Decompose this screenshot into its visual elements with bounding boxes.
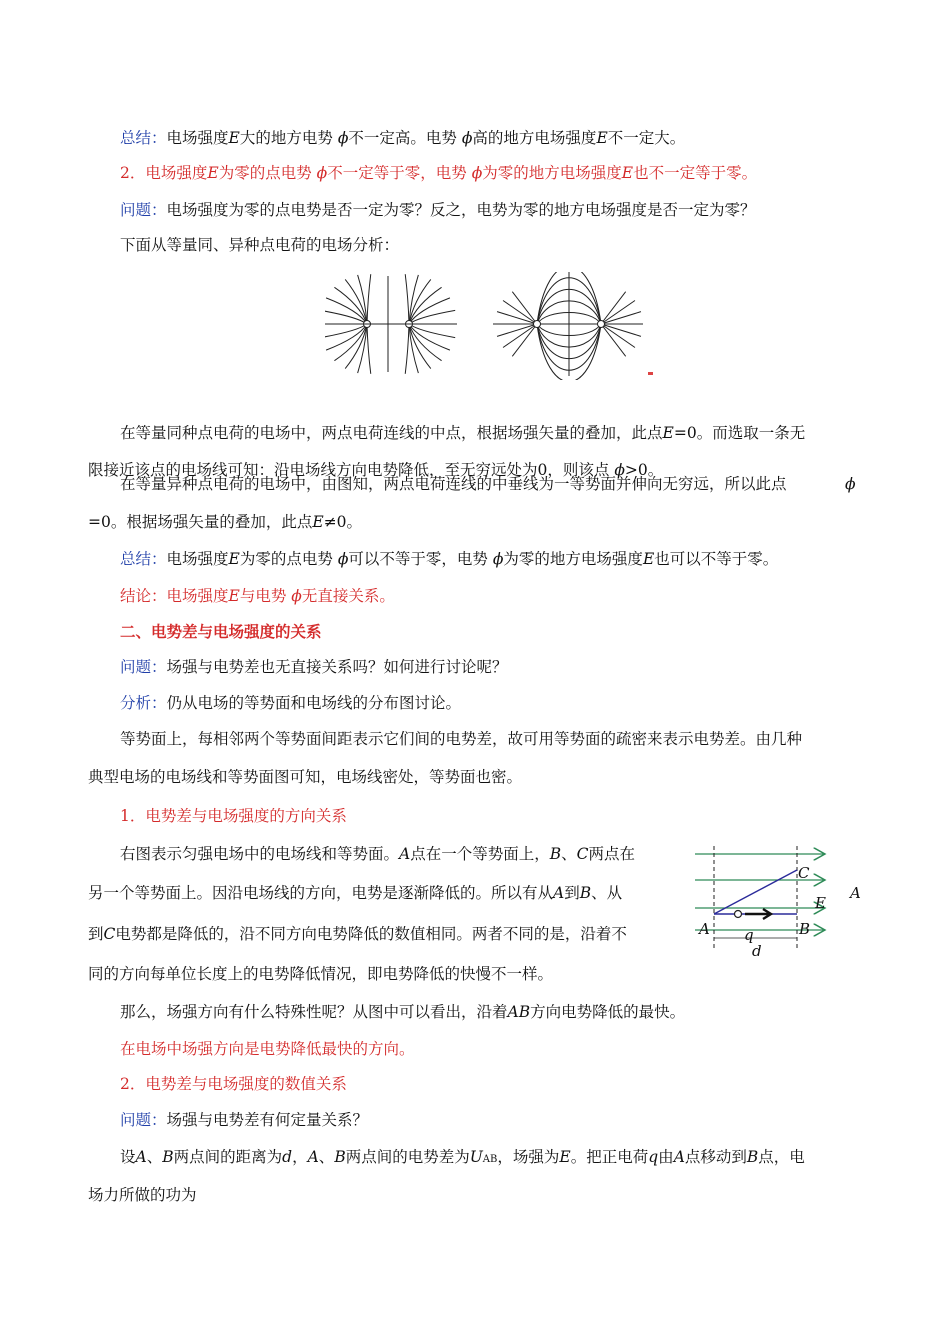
- unlike-outer-line: [512, 292, 537, 324]
- mark-dot: [648, 372, 653, 375]
- point-2: 2．电场强度E为零的点电势 ϕ不一定等于零，电势 ϕ为零的地方电场强度E也不一定等于零。: [120, 164, 758, 182]
- like-field-line: [326, 324, 367, 350]
- unlike-outer-line: [601, 312, 641, 324]
- point-charge: [598, 321, 605, 328]
- label-b: B: [799, 920, 811, 938]
- unlike-outer-line: [601, 300, 635, 324]
- label-d: d: [752, 942, 762, 960]
- like-charges-diagram: [325, 274, 457, 374]
- paragraph-equipotential-2: 典型电场的电场线和等势面图可知，电场线密处，等势面也密。: [88, 768, 523, 786]
- section-heading: 二、电势差与电场强度的关系: [120, 622, 322, 641]
- unlike-outer-line: [512, 324, 537, 356]
- intro-line: 下面从等量同、异种点电荷的电场分析：: [120, 236, 400, 254]
- unlike-outer-line: [497, 312, 537, 324]
- like-field-line: [367, 324, 371, 374]
- label-e: E: [815, 894, 826, 912]
- p2-line2: =0。根据场强矢量的叠加，此点E≠0。: [88, 513, 363, 531]
- paragraph-like-2: 限接近该点的电场线可知：沿电场线方向电势降低，至无穷远处为0，则该点 ϕ>0。: [88, 461, 664, 479]
- p4-line3: 到C电势都是降低的，沿不同方向电势降低的数值相同。两者不同的是，沿着不: [88, 925, 627, 943]
- p4-line2: 另一个等势面上。因沿电场线的方向，电势是逐渐降低的。所以有从A到B、从: [88, 884, 623, 902]
- like-field-line: [409, 298, 450, 324]
- unlike-outer-line: [601, 324, 641, 336]
- unlike-outer-line: [497, 324, 537, 336]
- p2-line1: 在等量异种点电荷的电场中，由图知，两点电荷连线的中垂线为一等势面并伸向无穷远，所以此点: [120, 475, 787, 493]
- subheading-value: 2．电势差与电场强度的数值关系: [120, 1075, 347, 1093]
- summary-label-2: 总结：: [120, 550, 167, 568]
- like-field-line: [405, 324, 409, 374]
- question-1: 问题：电场强度为零的点电势是否一定为零？反之，电势为零的地方电场强度是否一定为零？: [120, 201, 756, 219]
- unlike-outer-line: [601, 324, 626, 356]
- summary-label: 总结：: [120, 129, 167, 147]
- label-a: A: [699, 920, 710, 938]
- unlike-outer-line: [503, 300, 537, 324]
- p5: 那么，场强方向有什么特殊性呢？从图中可以看出，沿着AB方向电势降低的最快。: [120, 1003, 686, 1021]
- like-field-line: [409, 324, 450, 350]
- side-label-a: A: [850, 884, 861, 902]
- uniform-field-figure: [690, 838, 870, 963]
- unlike-charges-diagram: [493, 272, 643, 380]
- like-field-line: [405, 274, 409, 324]
- subheading-direction: 1．电势差与电场强度的方向关系: [120, 807, 347, 825]
- p4-line1: 右图表示匀强电场中的电场线和等势面。A点在一个等势面上，B、C两点在: [120, 845, 636, 863]
- question-label: 问题：: [120, 201, 167, 219]
- summary-1: 总结：电场强度E大的地方电势 ϕ不一定高。电势 ϕ高的地方电场强度E不一定大。: [120, 129, 686, 147]
- like-field-line: [367, 274, 371, 324]
- paragraph-equipotential-1: 等势面上，每相邻两个等势面间距表示它们间的电势差，故可用等势面的疏密来表示电势差。由几种: [120, 730, 803, 748]
- charge-q: [735, 911, 742, 918]
- p6-line2: 场力所做的功为: [88, 1186, 197, 1204]
- p6-line1: 设A、B两点间的距离为d，A、B两点间的电势差为UAB，场强为E。把正电荷q由A点移动到B点，电: [120, 1148, 805, 1166]
- unlike-outer-line: [601, 292, 626, 324]
- question-3: 问题：场强与电势差有何定量关系？: [120, 1111, 369, 1129]
- summary-2: 总结：电场强度E为零的点电势 ϕ可以不等于零，电势 ϕ为零的地方电场强度E也可以不等于零。: [120, 550, 779, 568]
- question-2: 问题：场强与电势差也无直接关系吗？如何进行讨论呢？: [120, 658, 508, 676]
- conclusion: 结论：电场强度E与电势 ϕ无直接关系。: [120, 587, 395, 605]
- like-field-line: [326, 298, 367, 324]
- unlike-outer-line: [503, 324, 537, 348]
- label-c: C: [798, 864, 810, 882]
- unlike-outer-line: [601, 324, 635, 348]
- label-q: q: [744, 926, 754, 944]
- like-field-line: [409, 324, 455, 338]
- p4-line4: 同的方向每单位长度上的电势降低情况，即电势降低的快慢不一样。: [88, 965, 554, 983]
- key-statement: 在电场中场强方向是电势降低最快的方向。: [120, 1040, 415, 1058]
- point-charge: [534, 321, 541, 328]
- field-lines-figure: [325, 272, 665, 380]
- force-arrow: [745, 909, 771, 919]
- analysis: 分析：仍从电场的等势面和电场线的分布图讨论。: [120, 694, 462, 712]
- p2-phi: ϕ: [845, 475, 856, 493]
- paragraph-like-1: 在等量同种点电荷的电场中，两点电荷连线的中点，根据场强矢量的叠加，此点E=0。而选取一条无: [120, 424, 806, 442]
- like-field-line: [409, 310, 455, 324]
